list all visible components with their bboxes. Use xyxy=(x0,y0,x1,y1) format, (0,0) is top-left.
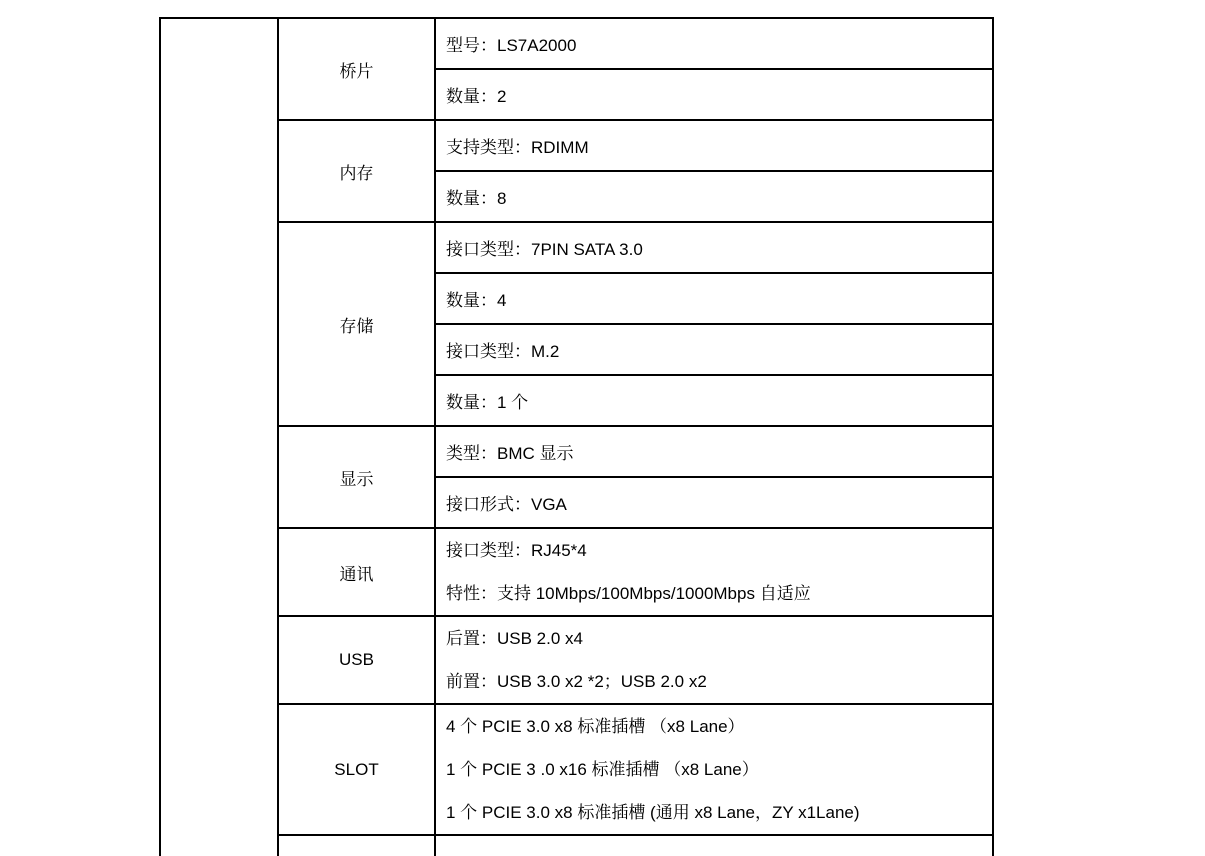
value-cell: 支持类型：RDIMM xyxy=(435,120,993,171)
category-network: 通讯 xyxy=(278,528,435,616)
value-cell: 类型：BMC 显示 xyxy=(435,426,993,477)
value-cell: 数量：2 xyxy=(435,69,993,120)
category-slot: SLOT xyxy=(278,704,435,835)
category-storage: 存储 xyxy=(278,222,435,426)
value-line: 接口类型：RJ45*4 xyxy=(446,541,587,560)
value-line: 1 个 PCIE 3 .0 x16 标准插槽 （x8 Lane） xyxy=(446,760,759,779)
value-cell xyxy=(435,616,993,704)
value-line: 前置：USB 3.0 x2 *2；USB 2.0 x2 xyxy=(446,672,707,691)
value-line: 1 个 PCIE 3.0 x8 标准插槽 (通用 x8 Lane，ZY x1Lane) xyxy=(446,803,860,822)
category-bridge-chip: 桥片 xyxy=(278,18,435,120)
spec-table xyxy=(159,17,994,856)
value-cell: 数量：4 xyxy=(435,273,993,324)
value-cell: 数量：1 个 xyxy=(435,375,993,426)
value-cell: 型号：LS7A2000 xyxy=(435,18,993,69)
category-cell-cut xyxy=(278,835,435,856)
value-line: 特性：支持 10Mbps/100Mbps/1000Mbps 自适应 xyxy=(446,584,811,603)
blank-left-column xyxy=(160,18,278,856)
value-cell: 接口类型：7PIN SATA 3.0 xyxy=(435,222,993,273)
value-cell: 接口形式：VGA xyxy=(435,477,993,528)
value-cell xyxy=(435,704,993,835)
value-cell-cut xyxy=(435,835,993,856)
value-line: 4 个 PCIE 3.0 x8 标准插槽 （x8 Lane） xyxy=(446,717,745,736)
value-cell: 数量：8 xyxy=(435,171,993,222)
category-display: 显示 xyxy=(278,426,435,528)
value-line: 后置：USB 2.0 x4 xyxy=(446,629,583,648)
category-usb: USB xyxy=(278,616,435,704)
value-cell xyxy=(435,528,993,616)
value-cell: 接口类型：M.2 xyxy=(435,324,993,375)
category-memory: 内存 xyxy=(278,120,435,222)
